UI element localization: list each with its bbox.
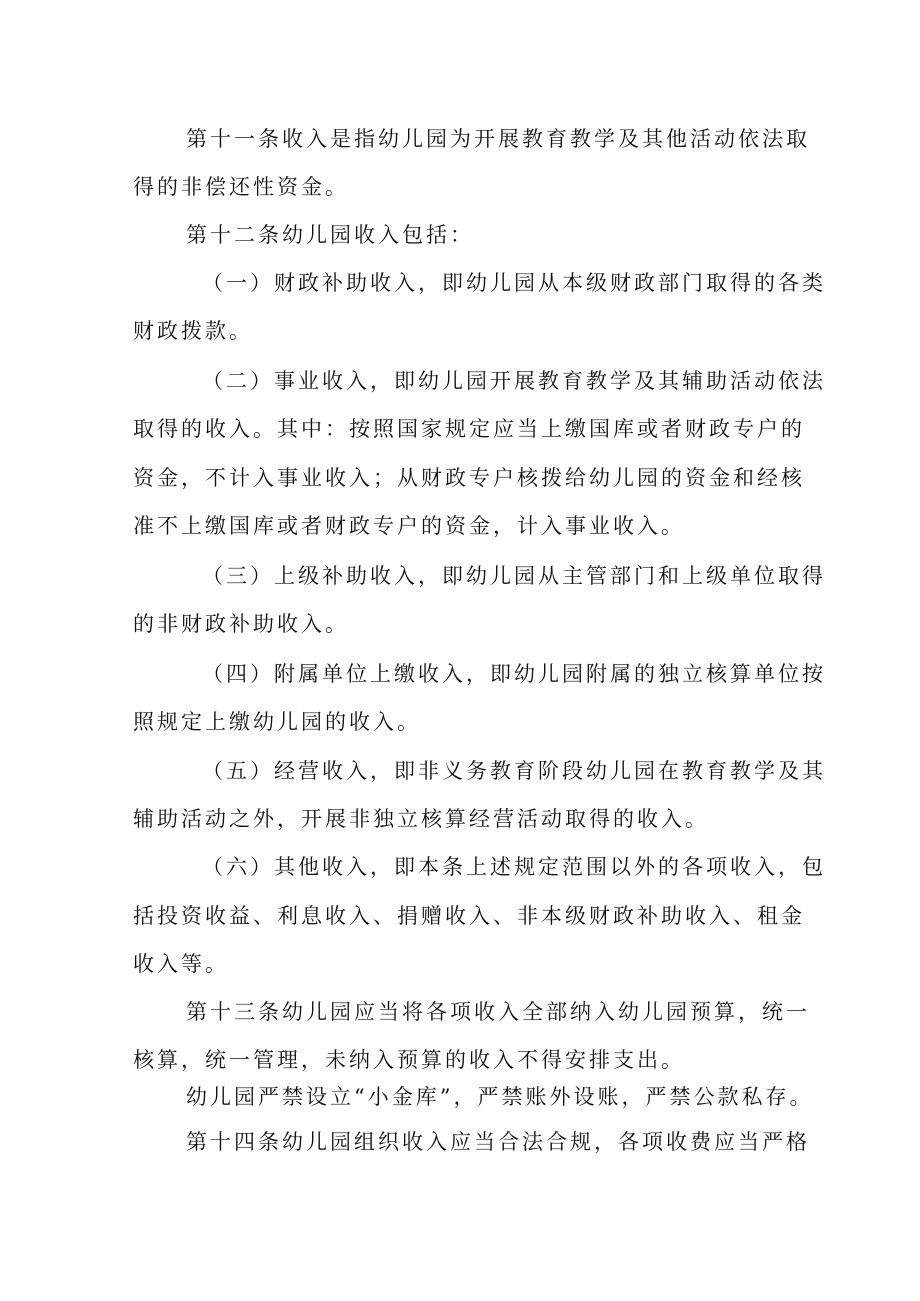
item-6-line-1: （六）其他收入，即本条上述规定范围以外的各项收入，包 (202, 855, 826, 879)
article-11-line-2: 得的非偿还性资金。 (133, 175, 349, 199)
item-6-line-2: 括投资收益、利息收入、捐赠收入、非本级财政补助收入、租金 (133, 904, 805, 928)
item-2-line-4: 准不上缴国库或者财政专户的资金，计入事业收入。 (133, 514, 685, 538)
item-3-line-1: （三）上级补助收入，即幼儿园从主管部门和上级单位取得 (202, 564, 826, 588)
item-3-line-2: 的非财政补助收入。 (133, 612, 349, 636)
item-2-line-2: 取得的收入。其中：按照国家规定应当上缴国库或者财政专户的 (133, 417, 805, 441)
article-13-line-3: 幼儿园严禁设立“小金库”，严禁账外设账，严禁公款私存。 (186, 1085, 814, 1109)
article-11-line-1: 第十一条收入是指幼儿园为开展教育教学及其他活动依法取 (186, 127, 810, 151)
item-1-line-2: 财政拨款。 (133, 319, 253, 343)
item-4-line-1: （四）附属单位上缴收入，即幼儿园附属的独立核算单位按 (202, 662, 826, 686)
item-6-line-3: 收入等。 (133, 952, 229, 976)
item-1-line-1: （一）财政补助收入，即幼儿园从本级财政部门取得的各类 (202, 271, 826, 295)
article-12-heading: 第十二条幼儿园收入包括： (186, 223, 474, 247)
item-2-line-3: 资金，不计入事业收入；从财政专户核拨给幼儿园的资金和经核 (133, 466, 805, 490)
article-13-line-2: 核算，统一管理，未纳入预算的收入不得安排支出。 (133, 1048, 685, 1072)
item-2-line-1: （二）事业收入，即幼儿园开展教育教学及其辅助活动依法 (202, 369, 826, 393)
item-5-line-1: （五）经营收入，即非义务教育阶段幼儿园在教育教学及其 (202, 759, 826, 783)
article-13-line-1: 第十三条幼儿园应当将各项收入全部纳入幼儿园预算，统一 (186, 1000, 810, 1024)
item-5-line-2: 辅助活动之外，开展非独立核算经营活动取得的收入。 (133, 807, 709, 831)
item-4-line-2: 照规定上缴幼儿园的收入。 (133, 710, 421, 734)
article-14-line-1: 第十四条幼儿园组织收入应当合法合规，各项收费应当严格 (186, 1130, 810, 1154)
